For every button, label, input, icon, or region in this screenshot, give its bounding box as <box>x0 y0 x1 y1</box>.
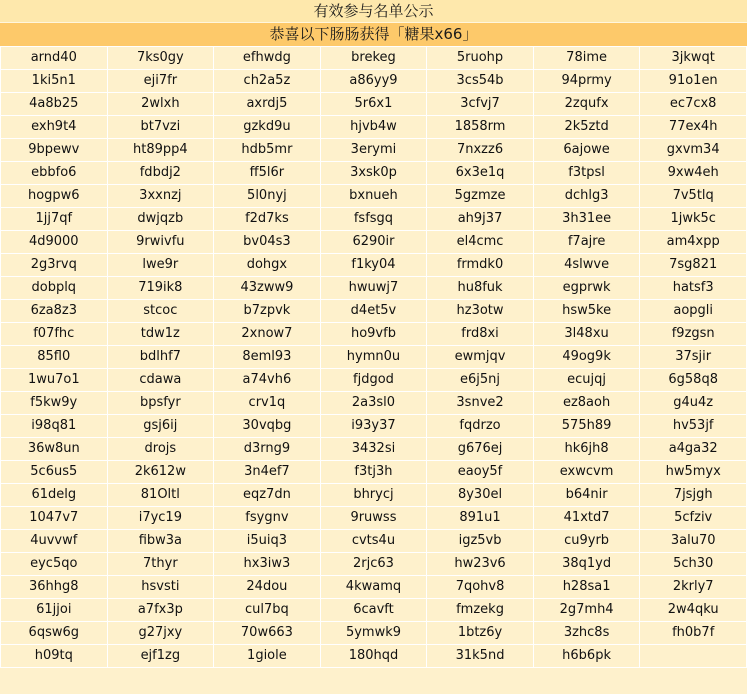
name-cell: tdw1z <box>107 323 214 346</box>
name-cell: bdlhf7 <box>107 346 214 369</box>
name-cell: lwe9r <box>107 254 214 277</box>
name-cell: f3tpsl <box>533 162 640 185</box>
name-cell: cul7bq <box>214 599 321 622</box>
name-cell: 7v5tlq <box>640 185 747 208</box>
name-cell: 5c6us5 <box>1 461 108 484</box>
name-cell: 6qsw6g <box>1 622 108 645</box>
name-cell: dobplq <box>1 277 108 300</box>
table-row <box>1 530 747 553</box>
name-cell: 7jsjgh <box>640 484 747 507</box>
name-cell: 3cs54b <box>427 70 534 93</box>
name-cell: 6x3e1q <box>427 162 534 185</box>
name-cell: 9xw4eh <box>640 162 747 185</box>
name-cell: 7thyr <box>107 553 214 576</box>
name-cell: 9ruwss <box>320 507 427 530</box>
name-cell: arnd40 <box>1 47 108 70</box>
name-cell: ho9vfb <box>320 323 427 346</box>
name-cell: hv53jf <box>640 415 747 438</box>
winner-names-table <box>0 46 747 668</box>
name-cell: hw23v6 <box>427 553 534 576</box>
name-cell: b7zpvk <box>214 300 321 323</box>
table-row <box>1 346 747 369</box>
name-cell: ff5l6r <box>214 162 321 185</box>
name-cell: 37sjir <box>640 346 747 369</box>
name-cell: 3432si <box>320 438 427 461</box>
name-cell: b64nir <box>533 484 640 507</box>
name-cell: stcoc <box>107 300 214 323</box>
name-cell: 5ymwk9 <box>320 622 427 645</box>
name-cell: ht89pp4 <box>107 139 214 162</box>
name-cell: gzkd9u <box>214 116 321 139</box>
name-cell: 3xxnzj <box>107 185 214 208</box>
name-cell: f2d7ks <box>214 208 321 231</box>
name-cell: 5l0nyj <box>214 185 321 208</box>
name-cell: e6j5nj <box>427 369 534 392</box>
name-cell: g676ej <box>427 438 534 461</box>
name-cell: 2krly7 <box>640 576 747 599</box>
name-cell: hjvb4w <box>320 116 427 139</box>
name-cell: fsygnv <box>214 507 321 530</box>
name-cell: 6za8z3 <box>1 300 108 323</box>
name-cell: frmdk0 <box>427 254 534 277</box>
table-row <box>1 507 747 530</box>
name-cell: 7sg821 <box>640 254 747 277</box>
name-cell: eyc5qo <box>1 553 108 576</box>
name-cell: 2k612w <box>107 461 214 484</box>
name-cell: 1047v7 <box>1 507 108 530</box>
table-row <box>1 622 747 645</box>
name-cell: fibw3a <box>107 530 214 553</box>
name-cell: egprwk <box>533 277 640 300</box>
name-cell: 5r6x1 <box>320 93 427 116</box>
name-cell: ah9j37 <box>427 208 534 231</box>
name-cell: fdbdj2 <box>107 162 214 185</box>
name-cell: 6290ir <box>320 231 427 254</box>
name-cell: el4cmc <box>427 231 534 254</box>
name-cell: bhrycj <box>320 484 427 507</box>
name-cell: 3h31ee <box>533 208 640 231</box>
name-cell: 9rwivfu <box>107 231 214 254</box>
name-cell: 1jwk5c <box>640 208 747 231</box>
name-cell: f5kw9y <box>1 392 108 415</box>
name-cell: hu8fuk <box>427 277 534 300</box>
name-cell: 2zqufx <box>533 93 640 116</box>
name-cell: g4u4z <box>640 392 747 415</box>
table-row <box>1 438 747 461</box>
name-cell: 6cavft <box>320 599 427 622</box>
name-cell: 6g58q8 <box>640 369 747 392</box>
name-cell: exh9t4 <box>1 116 108 139</box>
table-row <box>1 392 747 415</box>
name-cell: hdb5mr <box>214 139 321 162</box>
winner-names-body <box>1 47 747 668</box>
name-cell: eaoy5f <box>427 461 534 484</box>
name-cell: 4uvvwf <box>1 530 108 553</box>
name-cell: i93y37 <box>320 415 427 438</box>
name-cell <box>640 645 747 668</box>
name-cell: fjdgod <box>320 369 427 392</box>
name-cell: 91o1en <box>640 70 747 93</box>
name-cell: 43zww9 <box>214 277 321 300</box>
name-cell: 2w4qku <box>640 599 747 622</box>
name-cell: 1giole <box>214 645 321 668</box>
name-cell: 2a3sl0 <box>320 392 427 415</box>
name-cell: hwuwj7 <box>320 277 427 300</box>
name-cell: igz5vb <box>427 530 534 553</box>
name-cell: 8y30el <box>427 484 534 507</box>
name-cell: eqz7dn <box>214 484 321 507</box>
name-cell: 1jj7qf <box>1 208 108 231</box>
name-cell: ebbfo6 <box>1 162 108 185</box>
name-cell: ez8aoh <box>533 392 640 415</box>
name-cell: 5ruohp <box>427 47 534 70</box>
name-cell: hw5myx <box>640 461 747 484</box>
name-cell: h09tq <box>1 645 108 668</box>
name-cell: 77ex4h <box>640 116 747 139</box>
name-cell: bv04s3 <box>214 231 321 254</box>
name-cell: 2wlxh <box>107 93 214 116</box>
name-cell: hx3iw3 <box>214 553 321 576</box>
name-cell: frd8xi <box>427 323 534 346</box>
table-row <box>1 300 747 323</box>
name-cell: cdawa <box>107 369 214 392</box>
name-cell: 2xnow7 <box>214 323 321 346</box>
name-cell: 4a8b25 <box>1 93 108 116</box>
name-cell: bpsfyr <box>107 392 214 415</box>
name-cell: 4d9000 <box>1 231 108 254</box>
name-cell: 94prmy <box>533 70 640 93</box>
table-row <box>1 599 747 622</box>
name-cell: dchlg3 <box>533 185 640 208</box>
name-cell: 1ki5n1 <box>1 70 108 93</box>
name-cell: 1wu7o1 <box>1 369 108 392</box>
name-cell: 4slwve <box>533 254 640 277</box>
name-cell: ecujqj <box>533 369 640 392</box>
name-cell: dwjqzb <box>107 208 214 231</box>
table-row <box>1 461 747 484</box>
name-cell: am4xpp <box>640 231 747 254</box>
name-cell: 3zhc8s <box>533 622 640 645</box>
table-row <box>1 553 747 576</box>
name-cell: 41xtd7 <box>533 507 640 530</box>
name-cell: 3n4ef7 <box>214 461 321 484</box>
name-cell: 36hhg8 <box>1 576 108 599</box>
name-cell: 3cfvj7 <box>427 93 534 116</box>
table-row <box>1 70 747 93</box>
name-cell: 38q1yd <box>533 553 640 576</box>
name-cell: 5ch30 <box>640 553 747 576</box>
name-cell: hogpw6 <box>1 185 108 208</box>
name-cell: axrdj5 <box>214 93 321 116</box>
name-cell: 5cfziv <box>640 507 747 530</box>
name-cell: 31k5nd <box>427 645 534 668</box>
name-cell: gxvm34 <box>640 139 747 162</box>
name-cell: 1858rm <box>427 116 534 139</box>
name-cell: 575h89 <box>533 415 640 438</box>
name-cell: 7qohv8 <box>427 576 534 599</box>
name-cell: 6ajowe <box>533 139 640 162</box>
name-cell: f1ky04 <box>320 254 427 277</box>
name-cell: hatsf3 <box>640 277 747 300</box>
name-cell: a74vh6 <box>214 369 321 392</box>
name-cell: 3jkwqt <box>640 47 747 70</box>
name-cell: i7yc19 <box>107 507 214 530</box>
name-cell: ec7cx8 <box>640 93 747 116</box>
name-cell: 36w8un <box>1 438 108 461</box>
name-cell: i5uiq3 <box>214 530 321 553</box>
name-cell: cu9yrb <box>533 530 640 553</box>
name-cell: drojs <box>107 438 214 461</box>
name-cell: 2g7mh4 <box>533 599 640 622</box>
name-cell: 85fl0 <box>1 346 108 369</box>
table-row <box>1 645 747 668</box>
name-cell: d3rng9 <box>214 438 321 461</box>
name-cell: h28sa1 <box>533 576 640 599</box>
name-cell: 78ime <box>533 47 640 70</box>
name-cell: cvts4u <box>320 530 427 553</box>
name-cell: fqdrzo <box>427 415 534 438</box>
name-cell: 891u1 <box>427 507 534 530</box>
name-cell: 3erymi <box>320 139 427 162</box>
name-cell: hk6jh8 <box>533 438 640 461</box>
name-cell: 81Oltl <box>107 484 214 507</box>
name-cell: fmzekg <box>427 599 534 622</box>
name-cell: 5gzmze <box>427 185 534 208</box>
name-cell: bt7vzi <box>107 116 214 139</box>
name-cell: 180hqd <box>320 645 427 668</box>
name-cell: 49og9k <box>533 346 640 369</box>
name-cell: 61delg <box>1 484 108 507</box>
name-cell: 2g3rvq <box>1 254 108 277</box>
name-cell: 4kwamq <box>320 576 427 599</box>
name-cell: hsw5ke <box>533 300 640 323</box>
name-cell: 2k5ztd <box>533 116 640 139</box>
name-cell: h6b6pk <box>533 645 640 668</box>
name-cell: 30vqbg <box>214 415 321 438</box>
table-row <box>1 369 747 392</box>
table-row <box>1 415 747 438</box>
name-cell: 3xsk0p <box>320 162 427 185</box>
name-cell: 7ks0gy <box>107 47 214 70</box>
name-cell: aopgli <box>640 300 747 323</box>
table-row <box>1 162 747 185</box>
name-cell: crv1q <box>214 392 321 415</box>
table-row <box>1 323 747 346</box>
name-cell: dohgx <box>214 254 321 277</box>
name-cell: 3l48xu <box>533 323 640 346</box>
page-subtitle: 恭喜以下肠肠获得「糖果x66」 <box>0 23 747 46</box>
table-row <box>1 277 747 300</box>
name-cell: g27jxy <box>107 622 214 645</box>
name-cell: 3alu70 <box>640 530 747 553</box>
name-cell: a86yy9 <box>320 70 427 93</box>
name-cell: 3snve2 <box>427 392 534 415</box>
table-row <box>1 139 747 162</box>
name-cell: 7nxzz6 <box>427 139 534 162</box>
name-cell: eji7fr <box>107 70 214 93</box>
table-row <box>1 254 747 277</box>
table-row <box>1 116 747 139</box>
table-row <box>1 484 747 507</box>
name-cell: 9bpewv <box>1 139 108 162</box>
name-cell: 719ik8 <box>107 277 214 300</box>
table-row <box>1 185 747 208</box>
name-cell: fh0b7f <box>640 622 747 645</box>
table-row <box>1 208 747 231</box>
name-cell: ch2a5z <box>214 70 321 93</box>
page-title: 有效参与名单公示 <box>0 0 747 23</box>
name-cell: a4ga32 <box>640 438 747 461</box>
name-cell: hymn0u <box>320 346 427 369</box>
name-cell: ewmjqv <box>427 346 534 369</box>
name-cell: gsj6ij <box>107 415 214 438</box>
name-cell: 70w663 <box>214 622 321 645</box>
name-cell: i98q81 <box>1 415 108 438</box>
name-cell: 2rjc63 <box>320 553 427 576</box>
name-cell: f9zgsn <box>640 323 747 346</box>
name-cell: 24dou <box>214 576 321 599</box>
name-cell: f07fhc <box>1 323 108 346</box>
table-row <box>1 47 747 70</box>
name-cell: f3tj3h <box>320 461 427 484</box>
name-cell: exwcvm <box>533 461 640 484</box>
name-cell: brekeg <box>320 47 427 70</box>
name-cell: 61jjoi <box>1 599 108 622</box>
name-cell: ejf1zg <box>107 645 214 668</box>
name-cell: fsfsgq <box>320 208 427 231</box>
name-cell: d4et5v <box>320 300 427 323</box>
name-cell: a7fx3p <box>107 599 214 622</box>
name-cell: 8eml93 <box>214 346 321 369</box>
name-cell: f7ajre <box>533 231 640 254</box>
name-cell: efhwdg <box>214 47 321 70</box>
table-row <box>1 576 747 599</box>
name-cell: 1btz6y <box>427 622 534 645</box>
table-row <box>1 93 747 116</box>
name-cell: hsvsti <box>107 576 214 599</box>
name-cell: bxnueh <box>320 185 427 208</box>
table-row <box>1 231 747 254</box>
name-cell: hz3otw <box>427 300 534 323</box>
